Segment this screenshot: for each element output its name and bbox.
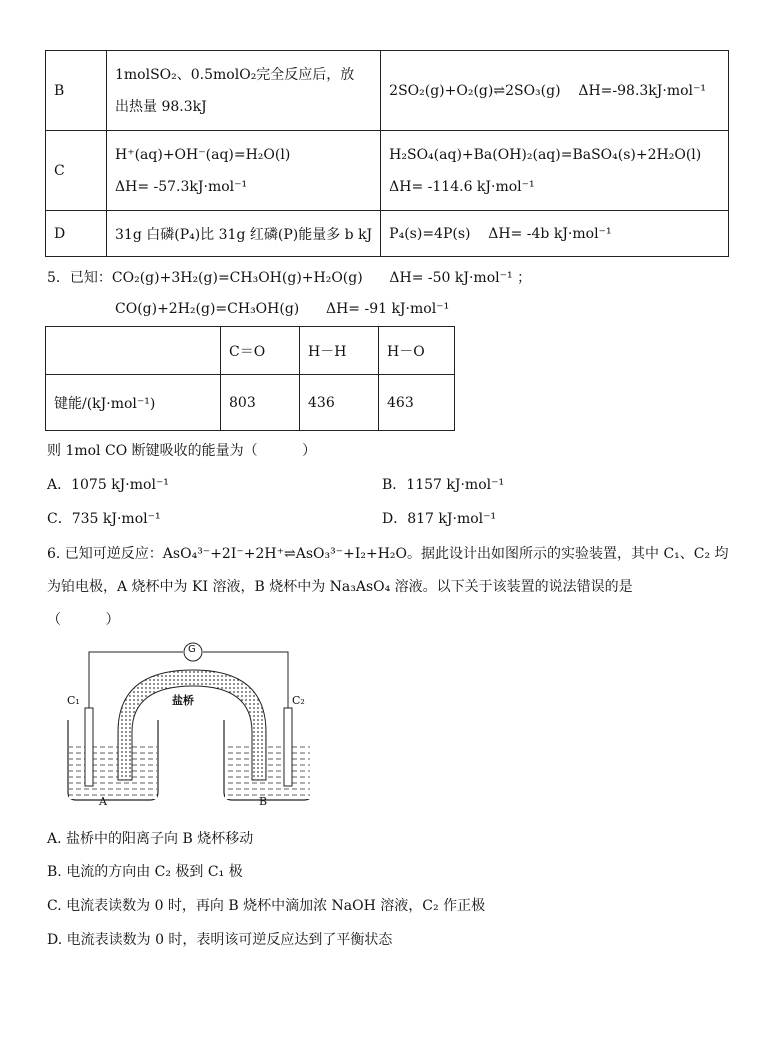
line: ΔH= -114.6 kJ·mol⁻¹ — [389, 178, 535, 195]
line: H₂SO₄(aq)+Ba(OH)₂(aq)=BaSO₄(s)+2H₂O(l) — [389, 146, 702, 163]
row-label: C — [46, 131, 107, 211]
solution-b — [225, 744, 310, 799]
header-cell: C＝O — [221, 327, 300, 375]
solution-a — [69, 744, 157, 799]
line: ΔH= -57.3kJ·mol⁻¹ — [115, 178, 248, 195]
salt-bridge-cell-diagram — [52, 642, 310, 810]
salt-bridge-label: 盐桥 — [172, 694, 194, 707]
row-right — [381, 131, 729, 211]
q5-stem-line1: 5．已知：CO₂(g)+3H₂(g)=CH₃OH(g)+H₂O(g) ΔH= -50 kJ·mol⁻¹ ； — [47, 270, 532, 286]
header-cell: H－H — [300, 327, 379, 375]
option-a[interactable]: A．1075 kJ·mol⁻¹ — [47, 477, 169, 493]
diagram-svg — [52, 642, 310, 810]
q6-stem-line3: （ ） — [47, 612, 120, 628]
q4-table — [45, 50, 729, 257]
table-row — [46, 375, 455, 431]
table-cell: 463 — [379, 375, 455, 431]
row-right — [381, 51, 729, 131]
row-left — [107, 211, 381, 257]
q5-stem-line2: CO(g)+2H₂(g)=CH₃OH(g) ΔH= -91 kJ·mol⁻¹ — [115, 301, 450, 317]
q6-option-d[interactable]: D. 电流表读数为 0 时，表明该可逆反应达到了平衡状态 — [47, 932, 393, 948]
q6-option-c[interactable]: C. 电流表读数为 0 时，再向 B 烧杯中滴加浓 NaOH 溶液，C₂ 作正极 — [47, 898, 486, 914]
electrode-c1 — [85, 708, 93, 786]
row-left — [107, 51, 381, 131]
row-right — [381, 211, 729, 257]
line: P₄(s)=4P(s) ΔH= -4b kJ·mol⁻¹ — [389, 225, 612, 242]
q6-stem-line1: 6. 已知可逆反应：AsO₄³⁻+2I⁻+2H⁺⇌AsO₃³⁻+I₂+H₂O。据此设计出如图所示的实验装置，其中 C₁、C₂ 均 — [47, 546, 729, 562]
beaker-label-b: B — [259, 795, 268, 808]
electrode-c2 — [284, 708, 292, 786]
option-b[interactable]: B．1157 kJ·mol⁻¹ — [382, 477, 505, 493]
q4-row-c — [46, 131, 729, 211]
galvanometer-label: G — [188, 644, 196, 655]
line: 2SO₂(g)+O₂(g)⇌2SO₃(g) ΔH=-98.3kJ·mol⁻¹ — [389, 82, 707, 99]
table-cell: 436 — [300, 375, 379, 431]
option-c[interactable]: C．735 kJ·mol⁻¹ — [47, 511, 161, 527]
bond-energy-table — [45, 326, 455, 431]
q5-question: 则 1mol CO 断键吸收的能量为（ ） — [47, 443, 317, 459]
beaker-label-a: A — [99, 795, 107, 808]
line: 31g 白磷(P₄)比 31g 红磷(P)能量多 b kJ — [115, 226, 373, 243]
q4-row-b — [46, 51, 729, 131]
line: H⁺(aq)+OH⁻(aq)=H₂O(l) — [115, 146, 291, 163]
electrode-label-c2: C₂ — [292, 694, 305, 707]
row-label: B — [46, 51, 107, 131]
row-left — [107, 131, 381, 211]
line: 1molSO₂、0.5molO₂完全反应后，放 — [115, 66, 355, 83]
table-cell: 803 — [221, 375, 300, 431]
q6-option-a[interactable]: A. 盐桥中的阳离子向 B 烧杯移动 — [47, 831, 254, 847]
row-label: 键能/(kJ·mol⁻¹) — [46, 375, 221, 431]
q6-option-b[interactable]: B. 电流的方向由 C₂ 极到 C₁ 极 — [47, 864, 243, 880]
q4-row-d — [46, 211, 729, 257]
q6-stem-line2: 为铂电极，A 烧杯中为 KI 溶液，B 烧杯中为 Na₃AsO₄ 溶液。以下关于该装置的说法错误的是 — [47, 579, 633, 595]
line: 出热量 98.3kJ — [115, 98, 207, 115]
electrode-label-c1: C₁ — [67, 694, 80, 707]
header-cell: H－O — [379, 327, 455, 375]
row-label: D — [46, 211, 107, 257]
table-header-row — [46, 327, 455, 375]
option-d[interactable]: D．817 kJ·mol⁻¹ — [382, 511, 497, 527]
header-cell — [46, 327, 221, 375]
